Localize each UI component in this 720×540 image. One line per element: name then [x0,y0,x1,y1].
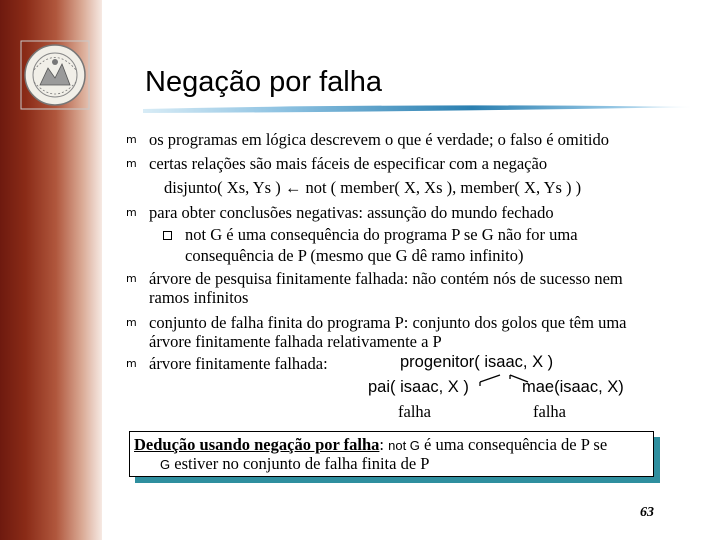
bullet-marker: m [126,206,137,219]
bullet-text: árvore finitamente falhada: [149,354,328,373]
title-underline [143,100,691,118]
definition-box [129,431,654,477]
tree-right-leaf: falha [533,402,566,421]
bullet-marker: m [126,272,137,285]
bullet-marker: m [126,157,137,170]
g-term: G [160,457,171,472]
bullet-text: os programas em lógica descrevem o que é verdade; o falso é omitido [149,130,610,149]
definition-title: Dedução usando negação por falha [134,435,380,454]
bullet-marker: m [126,133,137,146]
bullet-text: árvore finitamente falhada relativamente a P [149,332,442,351]
tree-root-node: progenitor( isaac, X ) [400,353,554,371]
definition-text: estiver no conjunto de falha finita de P [170,454,430,473]
page-number: 63 [640,505,654,520]
colon: : [379,435,389,454]
sub-bullet-text: not G é uma consequência do programa P se G não for uma [185,225,578,244]
sub-bullet-text: consequência de P (mesmo que G dê ramo infinito) [185,246,524,265]
bullet-marker: m [126,357,137,370]
tree-left-node: pai( isaac, X ) [368,378,469,396]
formula-line: disjunto( Xs, Ys ) ← not ( member( X, Xs ), member( X, Ys ) ) [164,178,582,197]
sub-bullet-marker [163,231,172,240]
not-g-term: not G [388,438,420,453]
tree-edges [470,370,540,390]
definition-line-1 [134,435,607,455]
slide-title: Negação por falha [145,66,382,98]
tree-left-leaf: falha [398,402,431,421]
university-seal-icon [20,40,90,110]
bullet-text: ramos infinitos [149,288,249,307]
bullet-text: para obter conclusões negativas: assunção do mundo fechado [149,203,554,222]
bullet-marker: m [126,316,137,329]
bullet-text: conjunto de falha finita do programa P: conjunto dos golos que têm uma [149,313,627,332]
definition-text: é uma consequência de P se [419,435,608,454]
bullet-text: certas relações são mais fáceis de especificar com a negação [149,154,548,173]
tree-right-node: mae(isaac, X) [522,378,624,396]
bullet-text: árvore de pesquisa finitamente falhada: não contém nós de sucesso nem [149,269,623,288]
definition-line-2 [160,454,429,474]
